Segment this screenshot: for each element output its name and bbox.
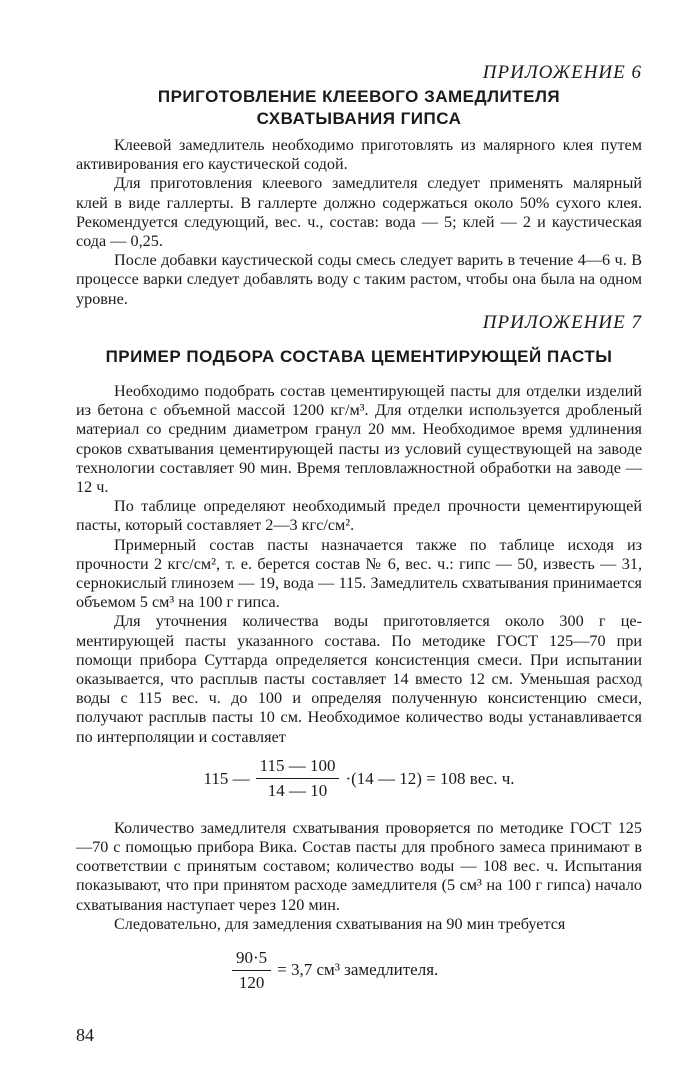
formula2-fraction [232,948,271,993]
appendix-7-title: ПРИМЕР ПОДБОРА СОСТАВА ЦЕМЕНТИРУЮЩЕЙ ПАСТЫ [105,347,613,366]
formula1-right: ·(14 — 12) = 108 вес. ч. [345,768,515,788]
paragraph: Для приготовления клеевого замедлителя следует применять малярный клей в виде галлерты. В галлерте должно содержаться около 50% сухого клея. Рекомендуется следующий, вес. ч., состав: вода — 5; клей — 2 и каустическая сода — 0,25. [76,174,642,251]
paragraph: После добавки каустической соды смесь следует варить в течение 4—6 ч. В процессе варки следует добавлять воду с таким растом, чтобы она была на одном уровне. [76,251,642,308]
formula1-left: 115 — [203,768,250,788]
appendix-6-label: ПРИЛОЖЕНИЕ 6 [482,62,642,83]
paragraph: Следовательно, для замедления схватывания на 90 мин требуется [114,914,566,933]
appendix-6-title-line2: СХВАТЫВАНИЯ ГИПСА [256,109,462,128]
page-number: 84 [76,1025,94,1045]
formula1-denominator: 14 — 10 [267,781,328,801]
formula1-numerator: 115 — 100 [256,756,340,779]
appendix-6 [76,62,642,309]
paragraph: По таблице определяют необходимый предел прочности цементирующей пасты, который составляет 2—3 кгс/см². [76,497,642,535]
formula-retarder-amount [76,940,642,1000]
paragraph: Клеевой замедлитель необходимо приготовлять из малярного клея путем активирования его каустической содой. [76,136,642,174]
paragraph: Необходимо подобрать состав цементирующей пасты для отделки изделий из бетона с объемной массой 1200 кг/м³. Для отделки используется дробленый материал со средним диаметром гранул 20 мм. Необходимое время удлинения сроков схватывания цементирующей пасты из условий существующей на заводе технологии составляет 90 мин. Время тепловлажностной обработки на заводе — 12 ч. [76,382,642,497]
formula2-numerator: 90·5 [232,948,271,971]
formula1-fraction [256,756,340,801]
formula2-denominator: 120 [238,972,265,992]
appendix-6-body [76,136,642,309]
appendix-7-body-continued [76,819,642,934]
paragraph: Для уточнения количества воды приготовляется около 300 г цементирующей пасты указанного состава. По методике ГОСТ 125—70 при помощи прибора Суттарда определяется консистенция смеси. При испытании оказывается, что расплыв пасты составляет 14 вместо 12 см. Уменьшая расход воды с 115 вес. ч. до 100 и определяя полученную консистенцию смеси, получают расплыв пасты 10 см. Необходимое количество воды устанавливается по интерполяции и составляет [76,612,642,746]
appendix-7-label: ПРИЛОЖЕНИЕ 7 [482,312,642,333]
appendix-7 [76,312,642,1000]
paragraph: Примерный состав пасты назначается также по таблице исходя из прочности 2 кгс/см², т. е. берется состав № 6, вес. ч.: гипс — 50, известь — 31, сернокислый глинозем — 19, вода — 115. Замедлитель схватывания принимается объемом 5 см³ на 100 г гипса. [76,535,642,612]
paragraph: Количество замедлителя схватывания проворяется по методике ГОСТ 125—70 с помощью прибора Вика. Состав пасты для пробного замеса принимают в соответствии с принятым составом; количество воды — 108 вес. ч. Испытания показывают, что при принятом расходе замедлителя (5 см³ на 100 г гипса) начало схватывания наступает через 120 мин. [76,818,642,914]
formula-water-interpolation [76,749,642,809]
appendix-6-title-line1: ПРИГОТОВЛЕНИЕ КЛЕЕВОГО ЗАМЕДЛИТЕЛЯ [157,87,561,106]
formula2-right: = 3,7 см³ замедлителя. [277,960,439,980]
appendix-7-body [76,382,642,747]
